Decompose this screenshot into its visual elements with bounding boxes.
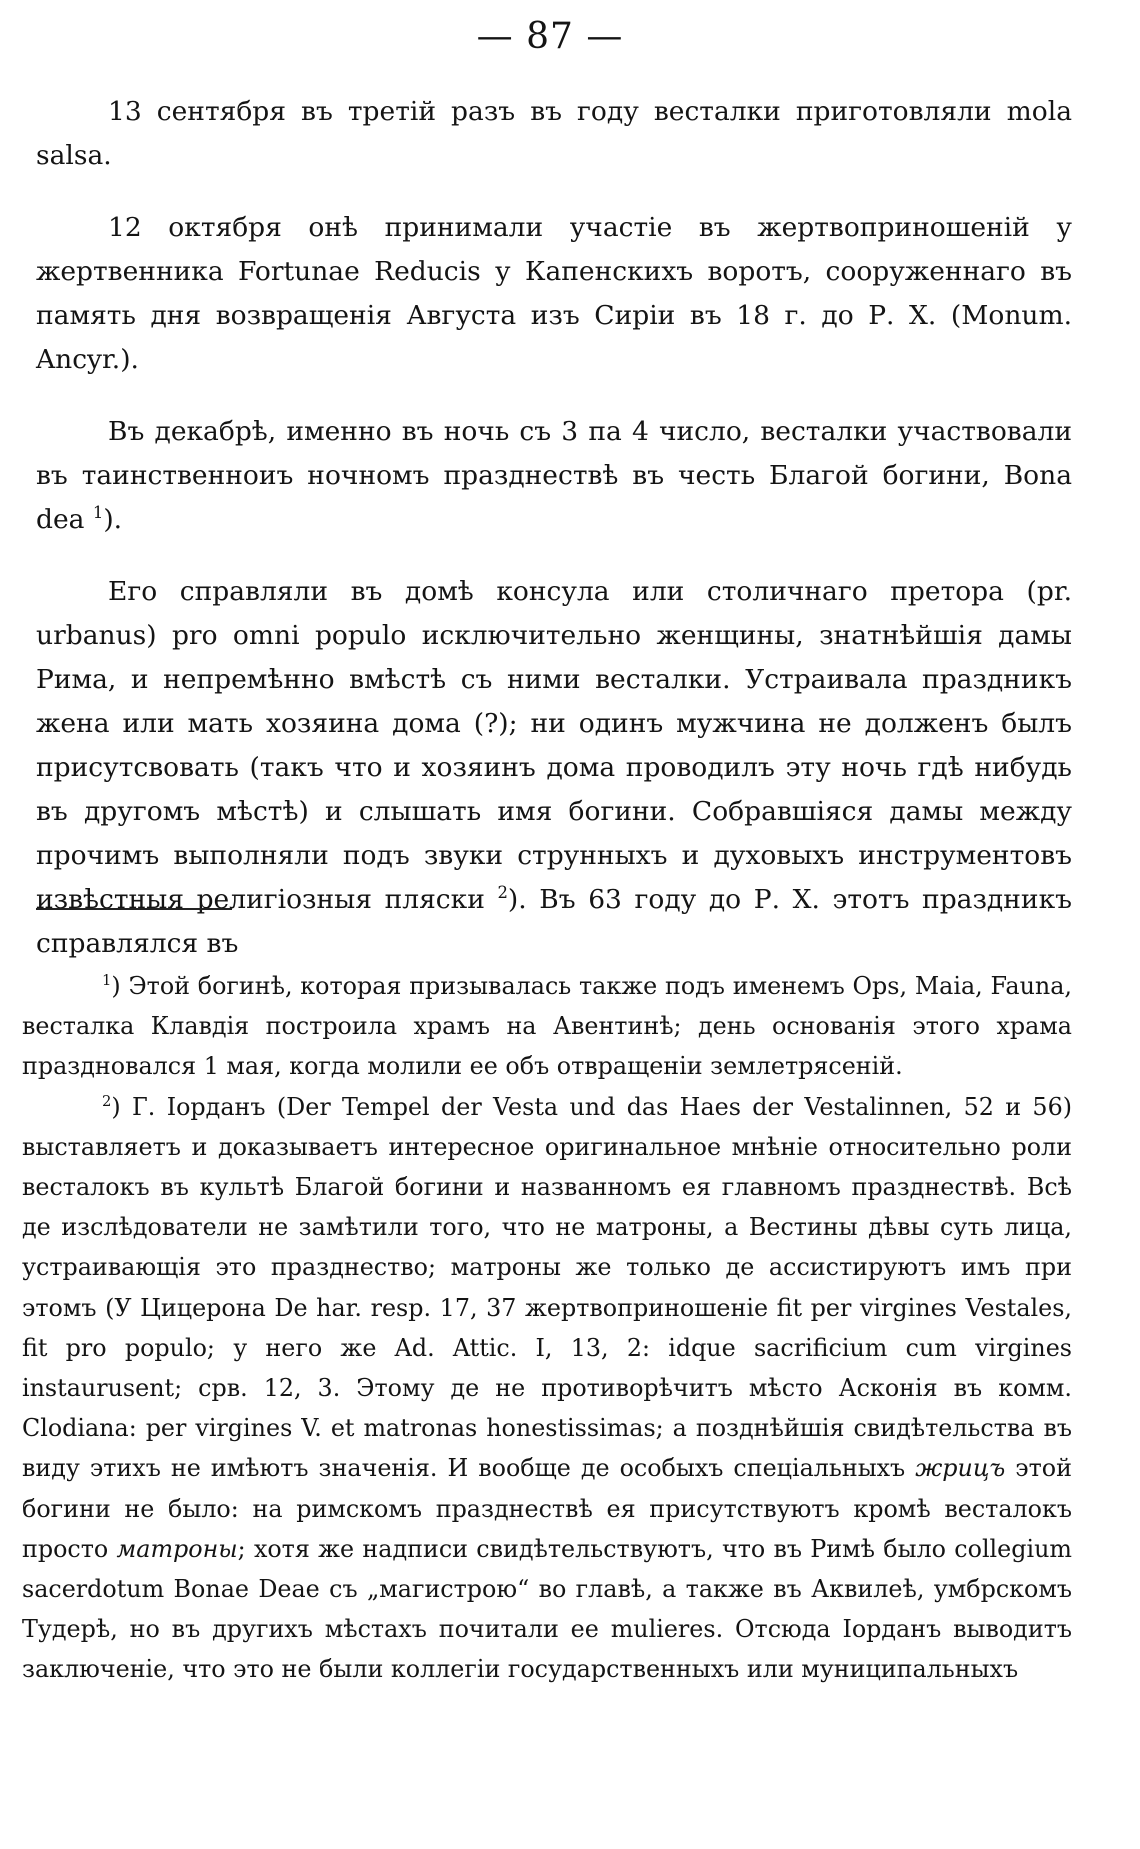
paragraph-4-text: Его справляли въ домѣ консула или столичнаго претора (pr. urbanus) pro omni populo исключительно женщины, знатнѣйшія дамы Рима, и непремѣнно вмѣстѣ съ ними весталки. Устраивала праздникъ жена или мать хозяина дома (?); ни одинъ мужчина не долженъ былъ присутсвовать (такъ что и хозяинъ дома проводилъ эту ночь гдѣ нибудь въ другомъ мѣстѣ) и слышать имя богини. Собравшіяся дамы между прочимъ выполняли подъ звуки струнныхъ и духовыхъ инструментовъ извѣстныя религіозныя пляски <box>36 576 1072 915</box>
page-number: — 87 — <box>476 16 624 57</box>
footnote-1-mark: 1 <box>102 972 112 990</box>
footnote-divider <box>36 908 232 910</box>
footnote-1 <box>22 966 1072 1087</box>
footnote-2-text-a: ) Г. Іорданъ (Der Tempel der Vesta und das Haes der Vestalinnen, 52 и 56) выставляетъ и доказываетъ интересное оригинальное мнѣніе относительно роли весталокъ въ культѣ Благой богини и названномъ ея главномъ празднествѣ. Всѣ де изслѣдователи не замѣтили того, что не матроны, а Вестины дѣвы суть лица, устраивающія это празднество; матроны же только де ассистируютъ имъ при этомъ (У Цицерона De har. resp. 17, 37 жертвоприношеніе fit per virgines Vestales, fit pro populo; у него же Ad. Attic. I, 13, 2: idque sacrificium cum virgines instaurusent; срв. 12, 3. Этому де не противорѣчитъ мѣсто Асконія въ комм. Clodiana: per virgines V. et matronas honestissimas; а позднѣйшія свидѣтельства въ виду этихъ не имѣютъ значенія. И вообще де особыхъ спеціальныхъ <box>22 1092 1072 1483</box>
footnote-2-mark: 2 <box>102 1092 112 1110</box>
footnote-2-italic-zhrits: жрицъ <box>915 1454 1006 1483</box>
main-text <box>36 90 1072 1006</box>
paragraph-3-end: ). <box>103 504 123 535</box>
footnote-ref-2: 2 <box>497 883 508 903</box>
paragraph-3-text: Въ декабрѣ, именно въ ночь съ 3 па 4 число, весталки участвовали въ таинственноиъ ночномъ празднествѣ въ честь Благой богини, Bona dea <box>36 416 1072 535</box>
paragraph-4-end: ). Въ 63 году до Р. Х. этотъ праздникъ справлялся въ <box>36 884 1073 959</box>
footnote-1-text: ) Этой богинѣ, которая призывалась также подъ именемъ Ops, Maia, Fauna, весталка Клавдія построила храмъ на Авентинѣ; день основанія этого храма праздновался 1 мая, когда молили ее объ отвращеніи землетрясеній. <box>22 972 1072 1081</box>
paragraph-4 <box>36 570 1072 966</box>
footnote-2 <box>22 1087 1072 1690</box>
footnote-2-italic-matrony: матроны <box>116 1534 238 1563</box>
footnote-2-text-b: этой богини не было: на римскомъ празднествѣ ея присутствуютъ кромѣ весталокъ просто <box>22 1454 1072 1563</box>
paragraph-2: 12 октября онѣ принимали участіе въ жертвоприношеній у жертвенника Fortunae Reducis у Капенскихъ воротъ, сооруженнаго въ память дня возвращенія Августа изъ Сиріи въ 18 г. до Р. Х. (Monum. Ancyr.). <box>36 212 1072 375</box>
footnote-2-text-c: ; хотя же надписи свидѣтельствуютъ, что въ Римѣ было collegium sacerdotum Bonae Deae съ „магистрою“ во главѣ, а также въ Аквилеѣ, умбрскомъ Тудерѣ, но въ другихъ мѣстахъ почитали ее mulieres. Отсюда Іорданъ выводитъ заключеніе, что это не были коллегіи государственныхъ или муниципальныхъ <box>22 1534 1072 1684</box>
footnotes <box>22 966 1072 1690</box>
paragraph-3 <box>36 410 1072 542</box>
paragraph-1: 13 сентября въ третій разъ въ году весталки приготовляли mola salsa. <box>36 96 1072 171</box>
footnote-ref-1: 1 <box>92 503 104 523</box>
